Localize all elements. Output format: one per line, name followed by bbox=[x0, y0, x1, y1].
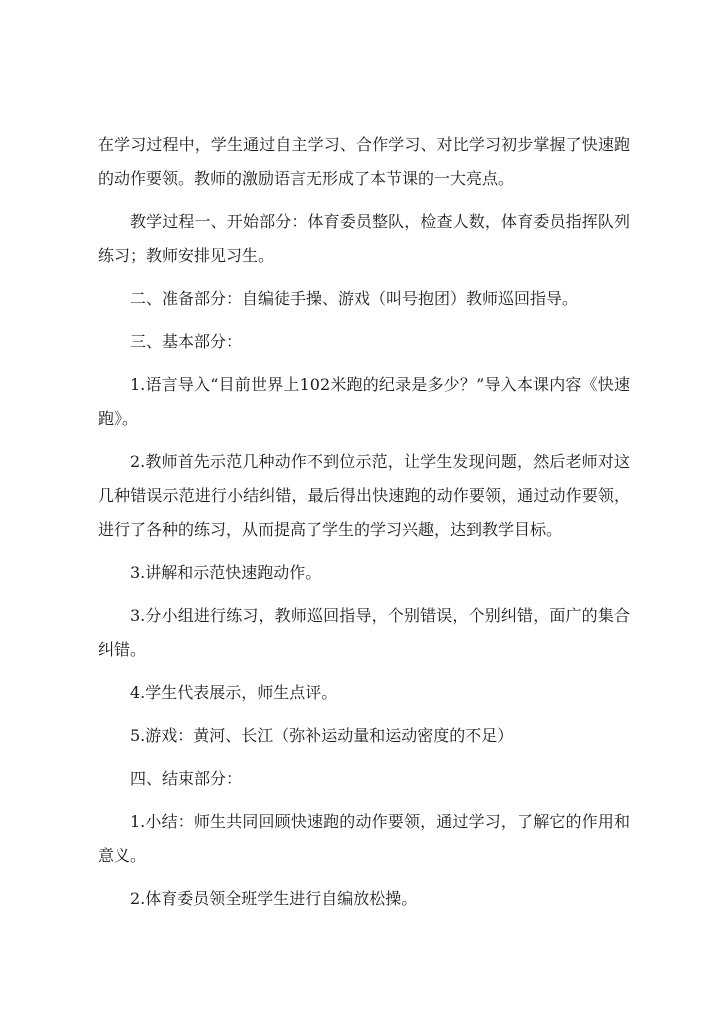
paragraph-9: 4.学生代表展示，师生点评。 bbox=[130, 683, 338, 702]
paragraph-7: 3.讲解和示范快速跑动作。 bbox=[130, 563, 322, 582]
paragraph-2: 教学过程一、开始部分：体育委员整队，检查人数，体育委员指挥队列练习；教师安排见习生。 bbox=[98, 212, 630, 265]
paragraph-8: 3.分小组进行练习，教师巡回指导，个别错误，个别纠错，面广的集合纠错。 bbox=[98, 606, 630, 659]
paragraph-4: 三、基本部分： bbox=[130, 332, 243, 351]
paragraph-1: 在学习过程中，学生通过自主学习、合作学习、对比学习初步掌握了快速跑的动作要领。教师的激励语言无形成了本节课的一大亮点。 bbox=[98, 135, 630, 188]
paragraph-11: 四、结束部分： bbox=[130, 769, 243, 788]
document-body bbox=[98, 128, 630, 925]
paragraph-12: 1.小结：师生共同回顾快速跑的动作要领，通过学习，了解它的作用和意义。 bbox=[98, 812, 630, 865]
paragraph-10: 5.游戏：黄河、长江（弥补运动量和运动密度的不足） bbox=[130, 726, 514, 745]
paragraph-5: 1.语言导入“目前世界上102米跑的纪录是多少？”导入本课内容《快速跑》。 bbox=[98, 375, 630, 428]
paragraph-3: 二、准备部分：自编徒手操、游戏（叫号抱团）教师巡回指导。 bbox=[130, 289, 579, 308]
paragraph-6: 2.教师首先示范几种动作不到位示范，让学生发现问题，然后老师对这几种错误示范进行小结纠错，最后得出快速跑的动作要领，通过动作要领，进行了各种的练习，从而提高了学生的学习兴趣，达到教学目标。 bbox=[98, 452, 630, 539]
paragraph-13: 2.体育委员领全班学生进行自编放松操。 bbox=[130, 889, 418, 908]
